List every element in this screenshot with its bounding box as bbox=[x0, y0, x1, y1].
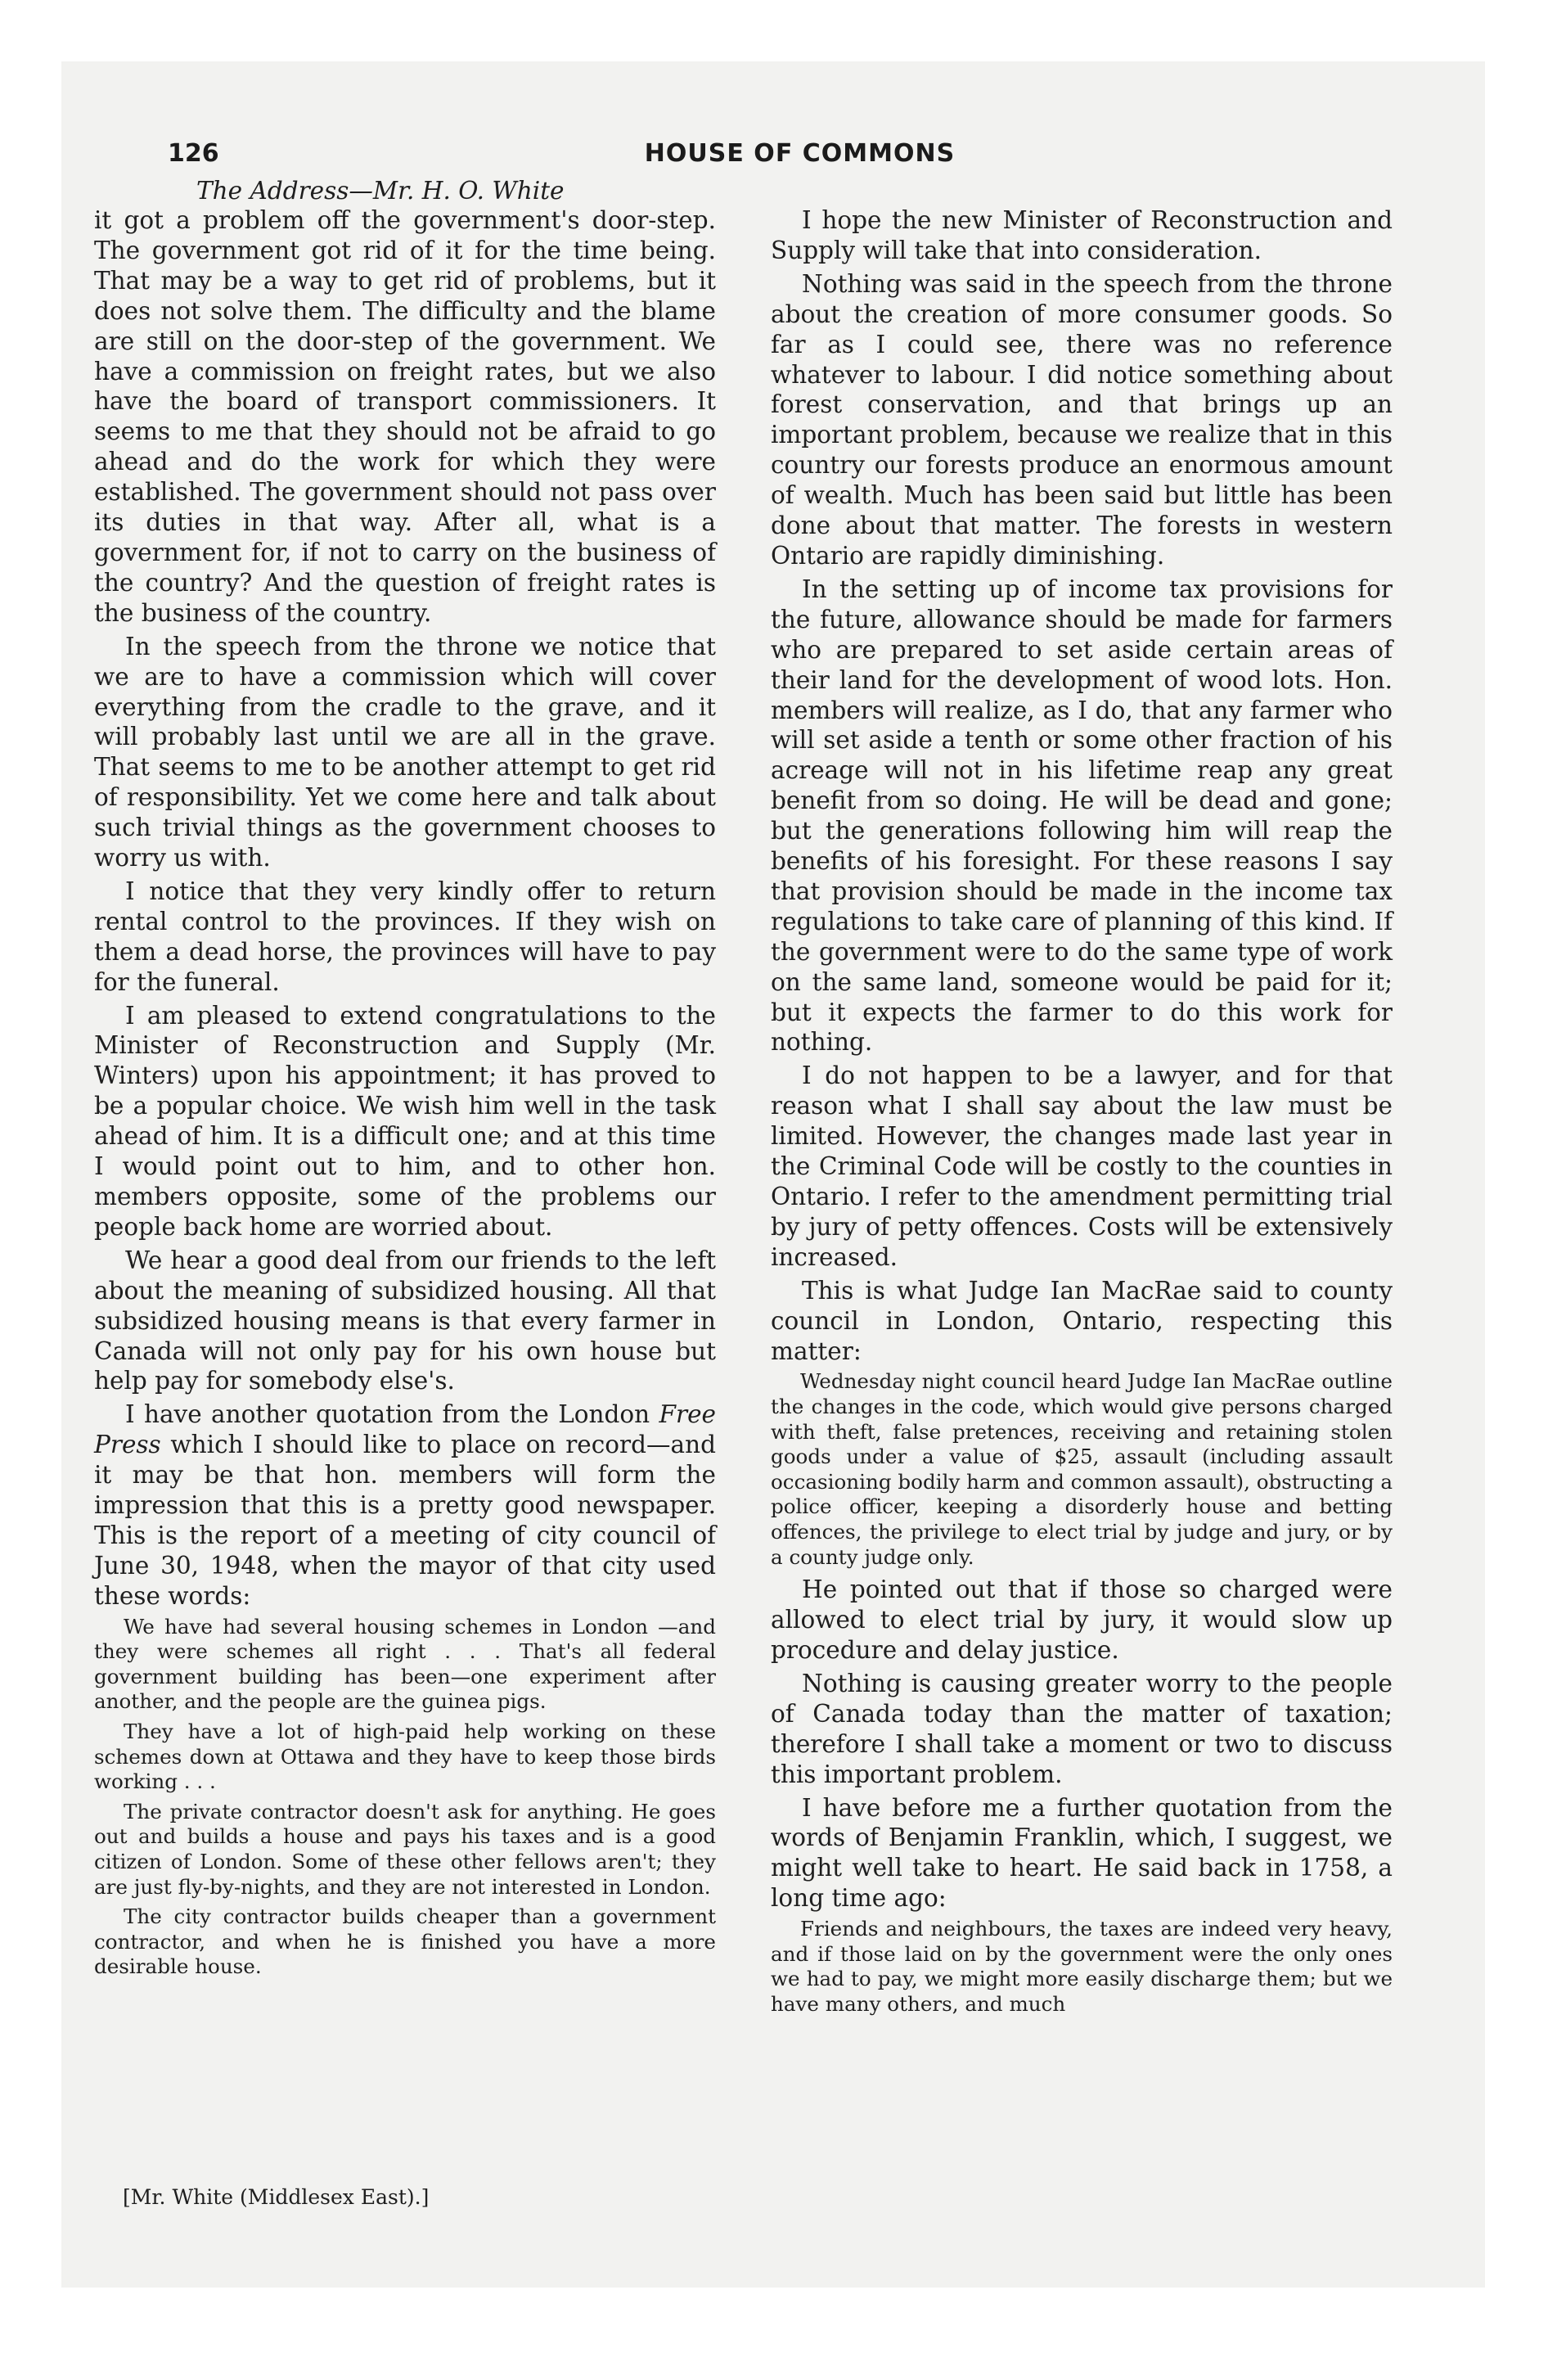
paragraph bbox=[94, 1400, 716, 1611]
paragraph: We hear a good deal from our friends to the left about the meaning of subsidized housing. All that subsidized housing means is that every farmer in Canada will not only pay for his own house but help pay for somebody else's. bbox=[94, 1246, 716, 1395]
page-header bbox=[168, 139, 1432, 180]
paragraph: I have before me a further quotation from the words of Benjamin Franklin, which, I suggest, we might well take to heart. He said back in 1758, a long time ago: bbox=[771, 1793, 1393, 1913]
paragraph: He pointed out that if those so charged were allowed to elect trial by jury, it would slow up procedure and delay justice. bbox=[771, 1575, 1393, 1664]
speaker-footer: [Mr. White (Middlesex East).] bbox=[123, 2185, 430, 2209]
block-quote: The private contractor doesn't ask for anything. He goes out and builds a house and pays his taxes and is a good citizen of London. Some of these other fellows aren't; they are just fly-by-nights, and they are not interested in London. bbox=[94, 1799, 716, 1899]
section-subhead: The Address—Mr. H. O. White bbox=[196, 177, 565, 205]
page-number: 126 bbox=[168, 139, 219, 168]
paragraph: Nothing is causing greater worry to the people of Canada today than the matter of taxation; therefore I shall take a moment or two to discuss this important problem. bbox=[771, 1669, 1393, 1788]
paragraph-text: which I should like to place on record—and it may be that hon. members will form the impression that this is a pretty good newspaper. This is the report of a meeting of city council of June 30, 1948, when the mayor of that city used these words: bbox=[94, 1431, 716, 1610]
paragraph: In the speech from the throne we notice that we are to have a commission which will cover everything from the cradle to the grave, and it will probably last until we are all in the grave. That seems to me to be another attempt to get rid of responsibility. Yet we come here and talk about such trivial things as the government chooses to worry us with. bbox=[94, 632, 716, 872]
block-quote: Friends and neighbours, the taxes are indeed very heavy, and if those laid on by the government were the only ones we had to pay, we might more easily discharge them; but we have many others, and much bbox=[771, 1917, 1393, 2016]
block-quote: Wednesday night council heard Judge Ian MacRae outline the changes in the code, which would give persons charged with theft, false pretences, receiving and retaining stolen goods under a value of $25, assault (including assault occasioning bodily harm and common assault), obstructing a police officer, keeping a disorderly house and betting offences, the privilege to elect trial by judge and jury, or by a county judge only. bbox=[771, 1369, 1393, 1569]
paragraph: This is what Judge Ian MacRae said to county council in London, Ontario, respecting this matter: bbox=[771, 1276, 1393, 1365]
right-column bbox=[771, 205, 1393, 2022]
paragraph: I am pleased to extend congratulations to the Minister of Reconstruction and Supply (Mr. Winters) upon his appointment; it has proved to be a popular choice. We wish him well in the task ahead of him. It is a difficult one; and at this time I would point out to him, and to other hon. members opposite, some of the problems our people back home are worried about. bbox=[94, 1001, 716, 1241]
paragraph: I notice that they very kindly offer to return rental control to the provinces. If they wish on them a dead horse, the provinces will have to pay for the funeral. bbox=[94, 877, 716, 996]
paragraph: I hope the new Minister of Reconstruction and Supply will take that into consideration. bbox=[771, 206, 1393, 264]
paragraph-text: I have another quotation from the London bbox=[125, 1400, 659, 1429]
block-quote: We have had several housing schemes in London —and they were schemes all right . . . That's all federal government building has been—one experiment after another, and the people are the guinea pigs. bbox=[94, 1614, 716, 1714]
paragraph: it got a problem off the government's door-step. The government got rid of it for the time being. That may be a way to get rid of problems, but it does not solve them. The difficulty and the blame are still on the door-step of the government. We have a commission on freight rates, but we also have the board of transport commissioners. It seems to me that they should not be afraid to go ahead and do the work for which they were established. The government should not pass over its duties in that way. After all, what is a government for, if not to carry on the business of the country? And the question of freight rates is the business of the country. bbox=[94, 206, 716, 627]
block-quote: The city contractor builds cheaper than a government contractor, and when he is finished you have a more desirable house. bbox=[94, 1904, 716, 1979]
block-quote: They have a lot of high-paid help working on these schemes down at Ottawa and they have to keep those birds working . . . bbox=[94, 1720, 716, 1794]
paragraph: In the setting up of income tax provisions for the future, allowance should be made for farmers who are prepared to set aside certain areas of their land for the development of wood lots. Hon. members will realize, as I do, that any farmer who will set aside a tenth or some other fraction of his acreage will not in his lifetime reap any great benefit from so doing. He will be dead and gone; but the generations following him will reap the benefits of his foresight. For these reasons I say that provision should be made in the income tax regulations to take care of planning of this kind. If the government were to do the same type of work on the same land, someone would be paid for it; but it expects the farmer to do this work for nothing. bbox=[771, 575, 1393, 1057]
newspaper-title: Free Press bbox=[94, 1400, 716, 1459]
paragraph: Nothing was said in the speech from the throne about the creation of more consumer goods. So far as I could see, there was no reference whatever to labour. I did notice something about forest conservation, and that brings up an important problem, because we realize that in this country our forests produce an enormous amount of wealth. Much has been said but little has been done about that matter. The forests in western Ontario are rapidly diminishing. bbox=[771, 269, 1393, 570]
page-title: HOUSE OF COMMONS bbox=[644, 139, 956, 168]
left-column bbox=[94, 176, 716, 1985]
paragraph: I do not happen to be a lawyer, and for that reason what I shall say about the law must be limited. However, the changes made last year in the Criminal Code will be costly to the counties in Ontario. I refer to the amendment permitting trial by jury of petty offences. Costs will be extensively increased. bbox=[771, 1062, 1393, 1271]
